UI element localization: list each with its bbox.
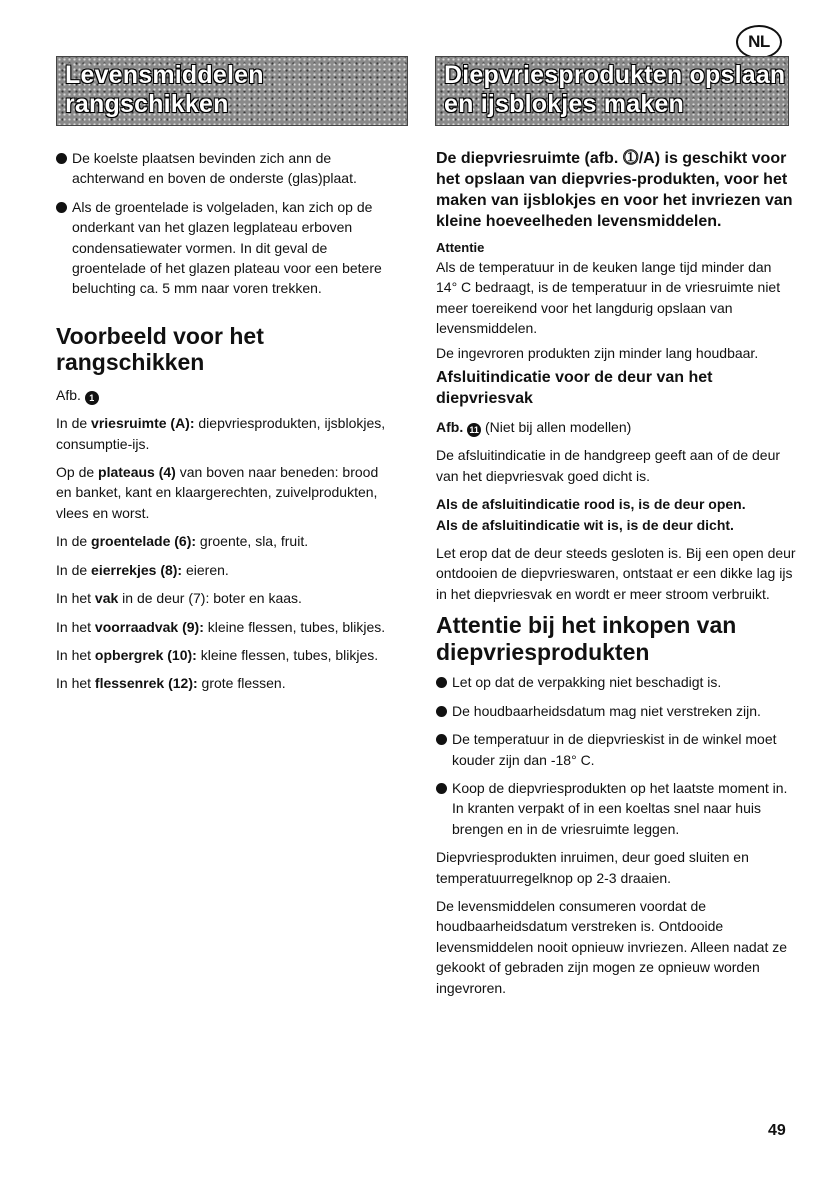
list-item xyxy=(436,672,796,692)
figure-number-badge: 1 xyxy=(85,391,99,405)
storage-item xyxy=(56,617,396,637)
item-contents: groente, sla, fruit. xyxy=(196,533,309,550)
bullet-dot-icon xyxy=(436,677,447,688)
list-item xyxy=(436,701,796,721)
item-prefix: Op de xyxy=(56,464,99,481)
bullet-text: De houdbaarheidsdatum mag niet verstreken zijn. xyxy=(452,702,761,719)
storage-item xyxy=(56,531,396,551)
bullet-text: Let op dat de verpakking niet beschadigt is. xyxy=(452,674,722,691)
storage-item xyxy=(56,413,396,454)
item-prefix: In de xyxy=(56,561,92,578)
item-location: voorraadvak (9): xyxy=(94,618,204,635)
storage-item xyxy=(56,645,396,665)
storing-paragraph: Diepvriesprodukten inruimen, deur goed sluiten en temperatuurregelknop op 2-3 draaien. xyxy=(436,849,749,886)
storage-item xyxy=(56,588,396,608)
section-banner-left xyxy=(56,56,408,126)
list-item xyxy=(436,778,796,839)
bullet-text: De temperatuur in de diepvrieskist in de winkel moet kouder zijn dan -18° C. xyxy=(452,731,777,768)
bullet-text: De koelste plaatsen bevinden zich ann de achterwand en boven de onderste (glas)plaat. xyxy=(72,150,357,187)
right-column xyxy=(436,148,796,1006)
item-location: opbergrek (10): xyxy=(94,646,197,663)
bullet-text: Koop de diepvriesprodukten op het laatste moment in. In kranten verpakt of in een koeltas snel naar huis brengen en in de vriesruimte leggen. xyxy=(452,779,788,837)
item-contents: in de deur (7): boter en kaas. xyxy=(118,590,302,607)
door-indicator-heading: Afsluitindicatie voor de deur van het diepvriesvak xyxy=(436,369,713,408)
language-badge: NL xyxy=(736,25,782,59)
item-prefix: In de xyxy=(56,415,92,432)
banner-title-right: Diepvriesprodukten opslaan en ijsblokjes maken xyxy=(444,61,786,118)
figure-reference xyxy=(56,385,396,405)
bullet-text: Als de groentelade is volgeladen, kan zich op de onderkant van het glazen legplateau erboven condensatiewater vormen. In dit geval de groentelade of het glazen plateau voor een betere beluchting ca. 5 mm naar voren trekken. xyxy=(72,198,382,297)
item-location: vriesruimte (A): xyxy=(91,415,195,432)
item-contents: van boven naar beneden: brood en banket, kant en klaargerechten, zuivelprodukten, vlees en worst. xyxy=(56,464,379,521)
afb-label: Afb. xyxy=(56,386,81,403)
indicator-text: De afsluitindicatie in de handgreep geeft aan of de deur van het diepvriesvak goed dicht is. xyxy=(436,447,781,484)
attention-text: Als de temperatuur in de keuken lange tijd minder dan 14° C bedraagt, is de temperatuur in de vriesruimte niet meer toereikend voor het langdurig opslaan van levensmiddelen. xyxy=(436,259,781,337)
list-item xyxy=(56,148,396,189)
item-location: plateaus (4) xyxy=(98,464,176,481)
storage-item xyxy=(56,560,396,580)
item-prefix: In het xyxy=(56,590,95,607)
figure-reference xyxy=(436,417,796,437)
bullet-dot-icon xyxy=(436,706,447,717)
item-prefix: In het xyxy=(56,675,95,692)
frozen-note: De ingevroren produkten zijn minder lang houdbaar. xyxy=(436,344,759,361)
indicator-white-line: Als de afsluitindicatie wit is, is de deur dicht. xyxy=(436,516,734,533)
intro-lead: De diepvriesruimte (afb. ⓵/A) is geschikt voor het opslaan van diepvries-produkten, voor het maken van ijsblokjes en voor het invriezen van kleine hoeveelheden levensmiddelen. xyxy=(436,150,793,230)
bullet-dot-icon xyxy=(56,153,67,164)
item-prefix: In het xyxy=(56,618,95,635)
banner-title-left: Levensmiddelen rangschikken xyxy=(65,61,264,118)
bullet-dot-icon xyxy=(56,202,67,213)
item-location: eierrekjes (8): xyxy=(91,561,183,578)
item-location: flessenrek (12): xyxy=(94,675,198,692)
afb-label: Afb. xyxy=(436,419,464,436)
attention-label: Attentie xyxy=(436,240,485,255)
item-prefix: In de xyxy=(56,533,92,550)
bullet-dot-icon xyxy=(436,734,447,745)
section-heading: Attentie bij het inkopen van diepvriesprodukten xyxy=(436,612,737,666)
section-heading: Voorbeeld voor het rangschikken xyxy=(56,322,264,375)
left-column xyxy=(56,148,396,702)
storage-item xyxy=(56,462,396,523)
door-closed-text: Let erop dat de deur steeds gesloten is. Bij een open deur ontdooien de diepvrieswaren, ontstaat er een dikke lag ijs in het diepvriesvak en wordt er meer stroom verbruikt. xyxy=(436,545,796,602)
item-contents: eieren. xyxy=(182,561,229,578)
item-location: groentelade (6): xyxy=(91,533,197,550)
consumption-paragraph: De levensmiddelen consumeren voordat de houdbaarheidsdatum verstreken is. Ontdooide levensmiddelen nooit opnieuw invriezen. Alleen nadat ze gekookt of gebraden zijn mogen ze opnieuw worden ingevroren. xyxy=(436,897,788,996)
item-location: vak xyxy=(94,590,119,607)
item-contents: kleine flessen, tubes, blikjes. xyxy=(203,618,386,635)
bullet-dot-icon xyxy=(436,783,447,794)
item-contents: grote flessen. xyxy=(197,675,286,692)
list-item xyxy=(56,197,396,299)
indicator-red-line: Als de afsluitindicatie rood is, is de deur open. xyxy=(436,496,746,513)
figure-note: (Niet bij allen modellen) xyxy=(485,419,632,436)
item-contents: kleine flessen, tubes, blikjes. xyxy=(196,646,379,663)
item-prefix: In het xyxy=(56,646,95,663)
page-number: 49 xyxy=(768,1122,786,1139)
figure-number-badge: 11 xyxy=(467,423,481,437)
item-contents: diepvriesprodukten, ijsblokjes, consumptie-ijs. xyxy=(56,415,386,452)
list-item xyxy=(436,729,796,770)
storage-item xyxy=(56,673,396,693)
section-banner-right xyxy=(435,56,789,126)
